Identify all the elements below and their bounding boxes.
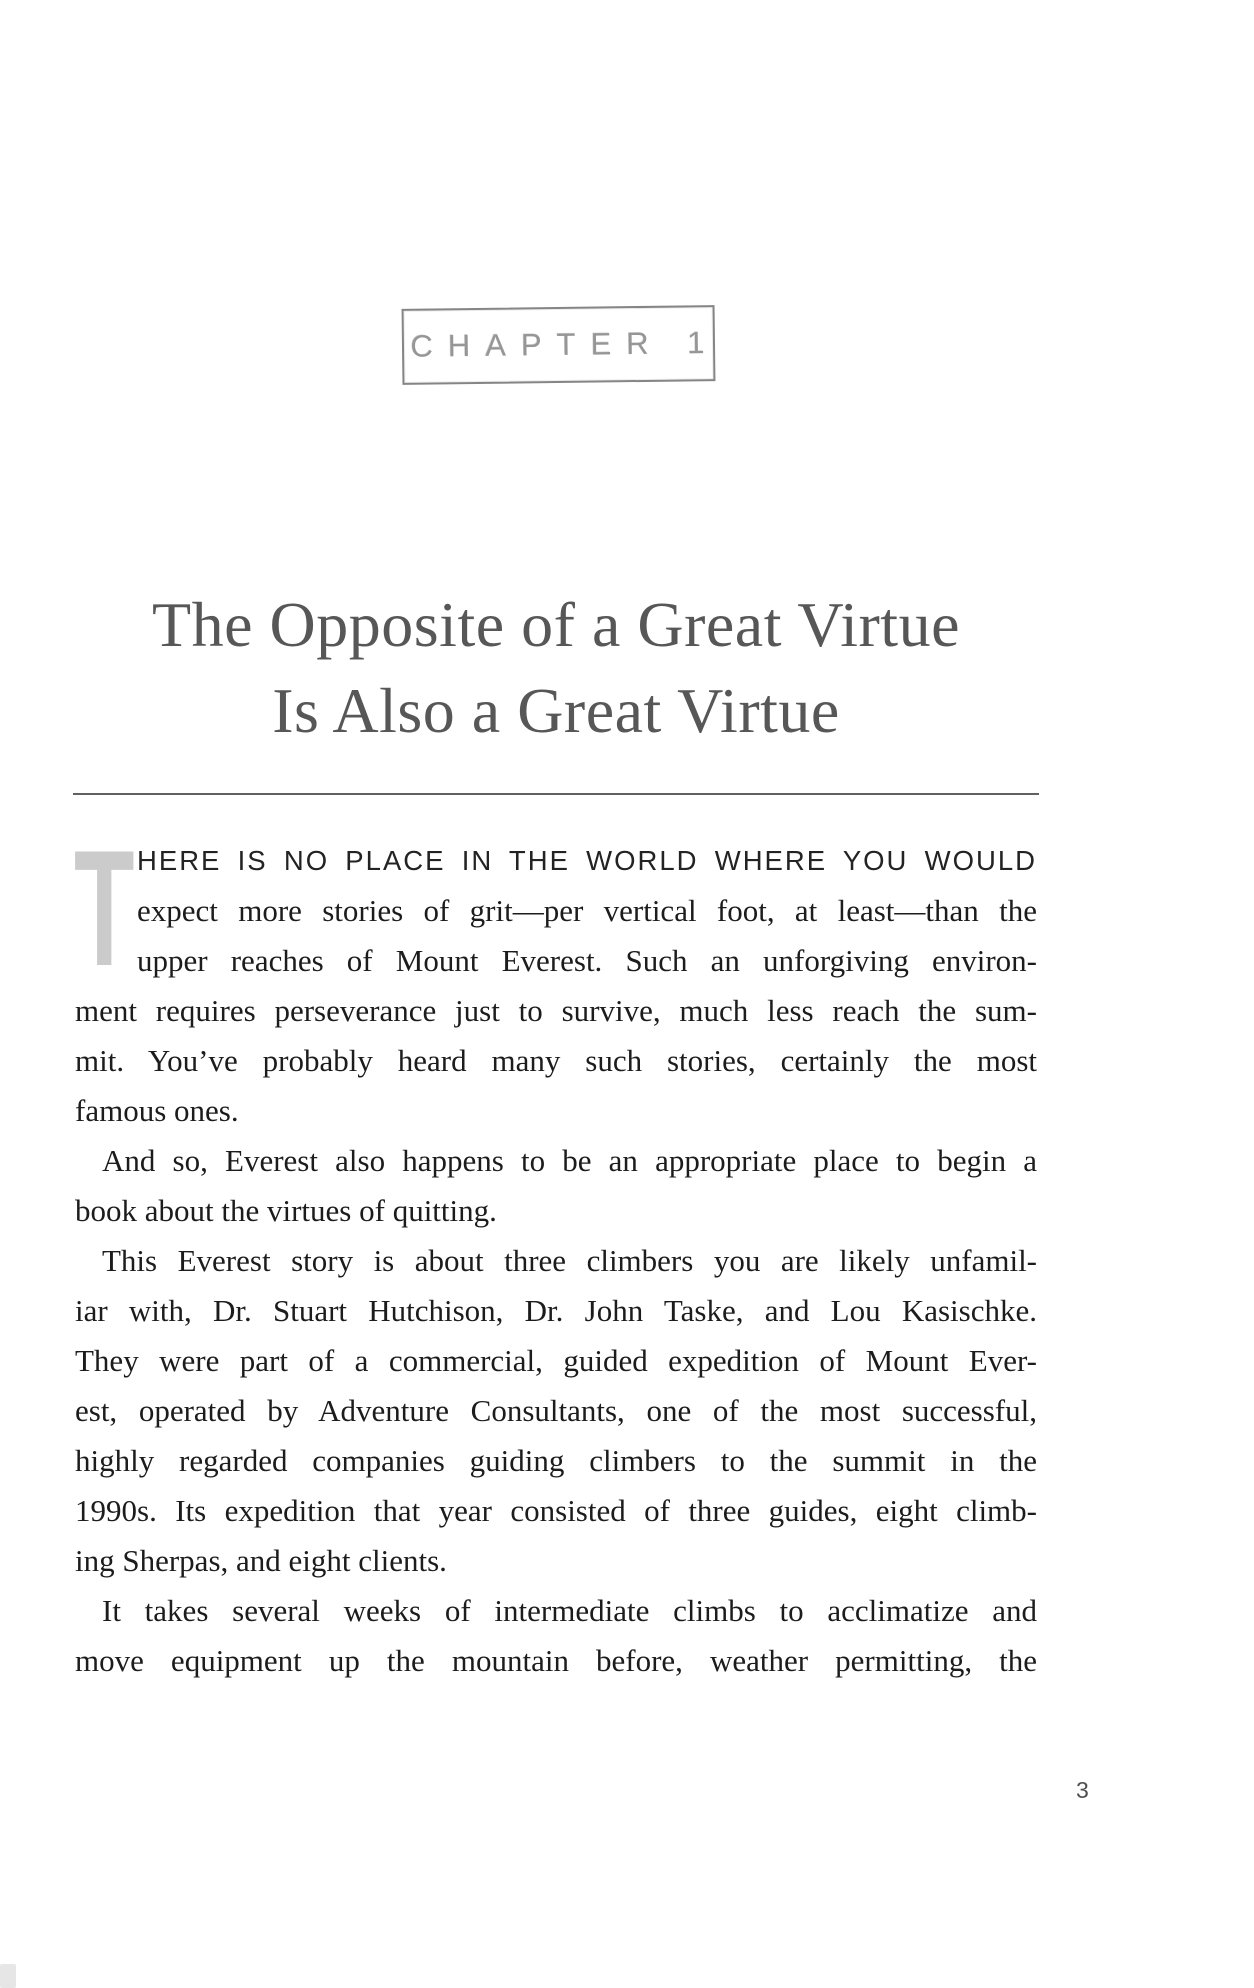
page-number: 3 xyxy=(1076,1777,1089,1803)
body-line: It takes several weeks of intermediate climbs to acclimatize and xyxy=(102,1593,1037,1628)
body-line: famous ones. xyxy=(75,1093,239,1128)
chapter-stamp-box xyxy=(402,305,720,385)
body-line: They were part of a commercial, guided expedition of Mount Ever- xyxy=(75,1343,1037,1378)
body-line: And so, Everest also happens to be an appropriate place to begin a xyxy=(102,1143,1037,1178)
body-line: 1990s. Its expedition that year consisted of three guides, eight climb- xyxy=(75,1493,1037,1528)
body-line: mit. You’ve probably heard many such stories, certainly the most xyxy=(75,1043,1037,1078)
body-line: highly regarded companies guiding climbers to the summit in the xyxy=(75,1443,1037,1478)
drop-cap: T xyxy=(74,816,135,1000)
body-line: upper reaches of Mount Everest. Such an unforgiving environ- xyxy=(137,943,1037,978)
body-line: ment requires perseverance just to survive, much less reach the sum- xyxy=(75,993,1037,1028)
body-line: est, operated by Adventure Consultants, one of the most successful, xyxy=(75,1393,1037,1428)
body-line: HERE IS NO PLACE IN THE WORLD WHERE YOU WOULD xyxy=(137,845,1037,876)
chapter-title-line1: The Opposite of a Great Virtue xyxy=(152,589,960,660)
body-line: This Everest story is about three climbers you are likely unfamil- xyxy=(102,1243,1037,1278)
chapter-title xyxy=(75,582,1037,754)
body-line: book about the virtues of quitting. xyxy=(75,1193,497,1228)
body-text xyxy=(75,836,1037,1686)
title-divider xyxy=(73,793,1039,795)
body-line: ing Sherpas, and eight clients. xyxy=(75,1543,447,1578)
chapter-title-line2: Is Also a Great Virtue xyxy=(272,675,840,746)
scan-artifact xyxy=(0,1964,16,1988)
chapter-label: CHAPTER 1 xyxy=(410,325,720,364)
body-line: move equipment up the mountain before, weather permitting, the xyxy=(75,1643,1037,1678)
body-line: expect more stories of grit—per vertical foot, at least—than the xyxy=(137,893,1037,928)
body-line: iar with, Dr. Stuart Hutchison, Dr. John Taske, and Lou Kasischke. xyxy=(75,1293,1037,1328)
